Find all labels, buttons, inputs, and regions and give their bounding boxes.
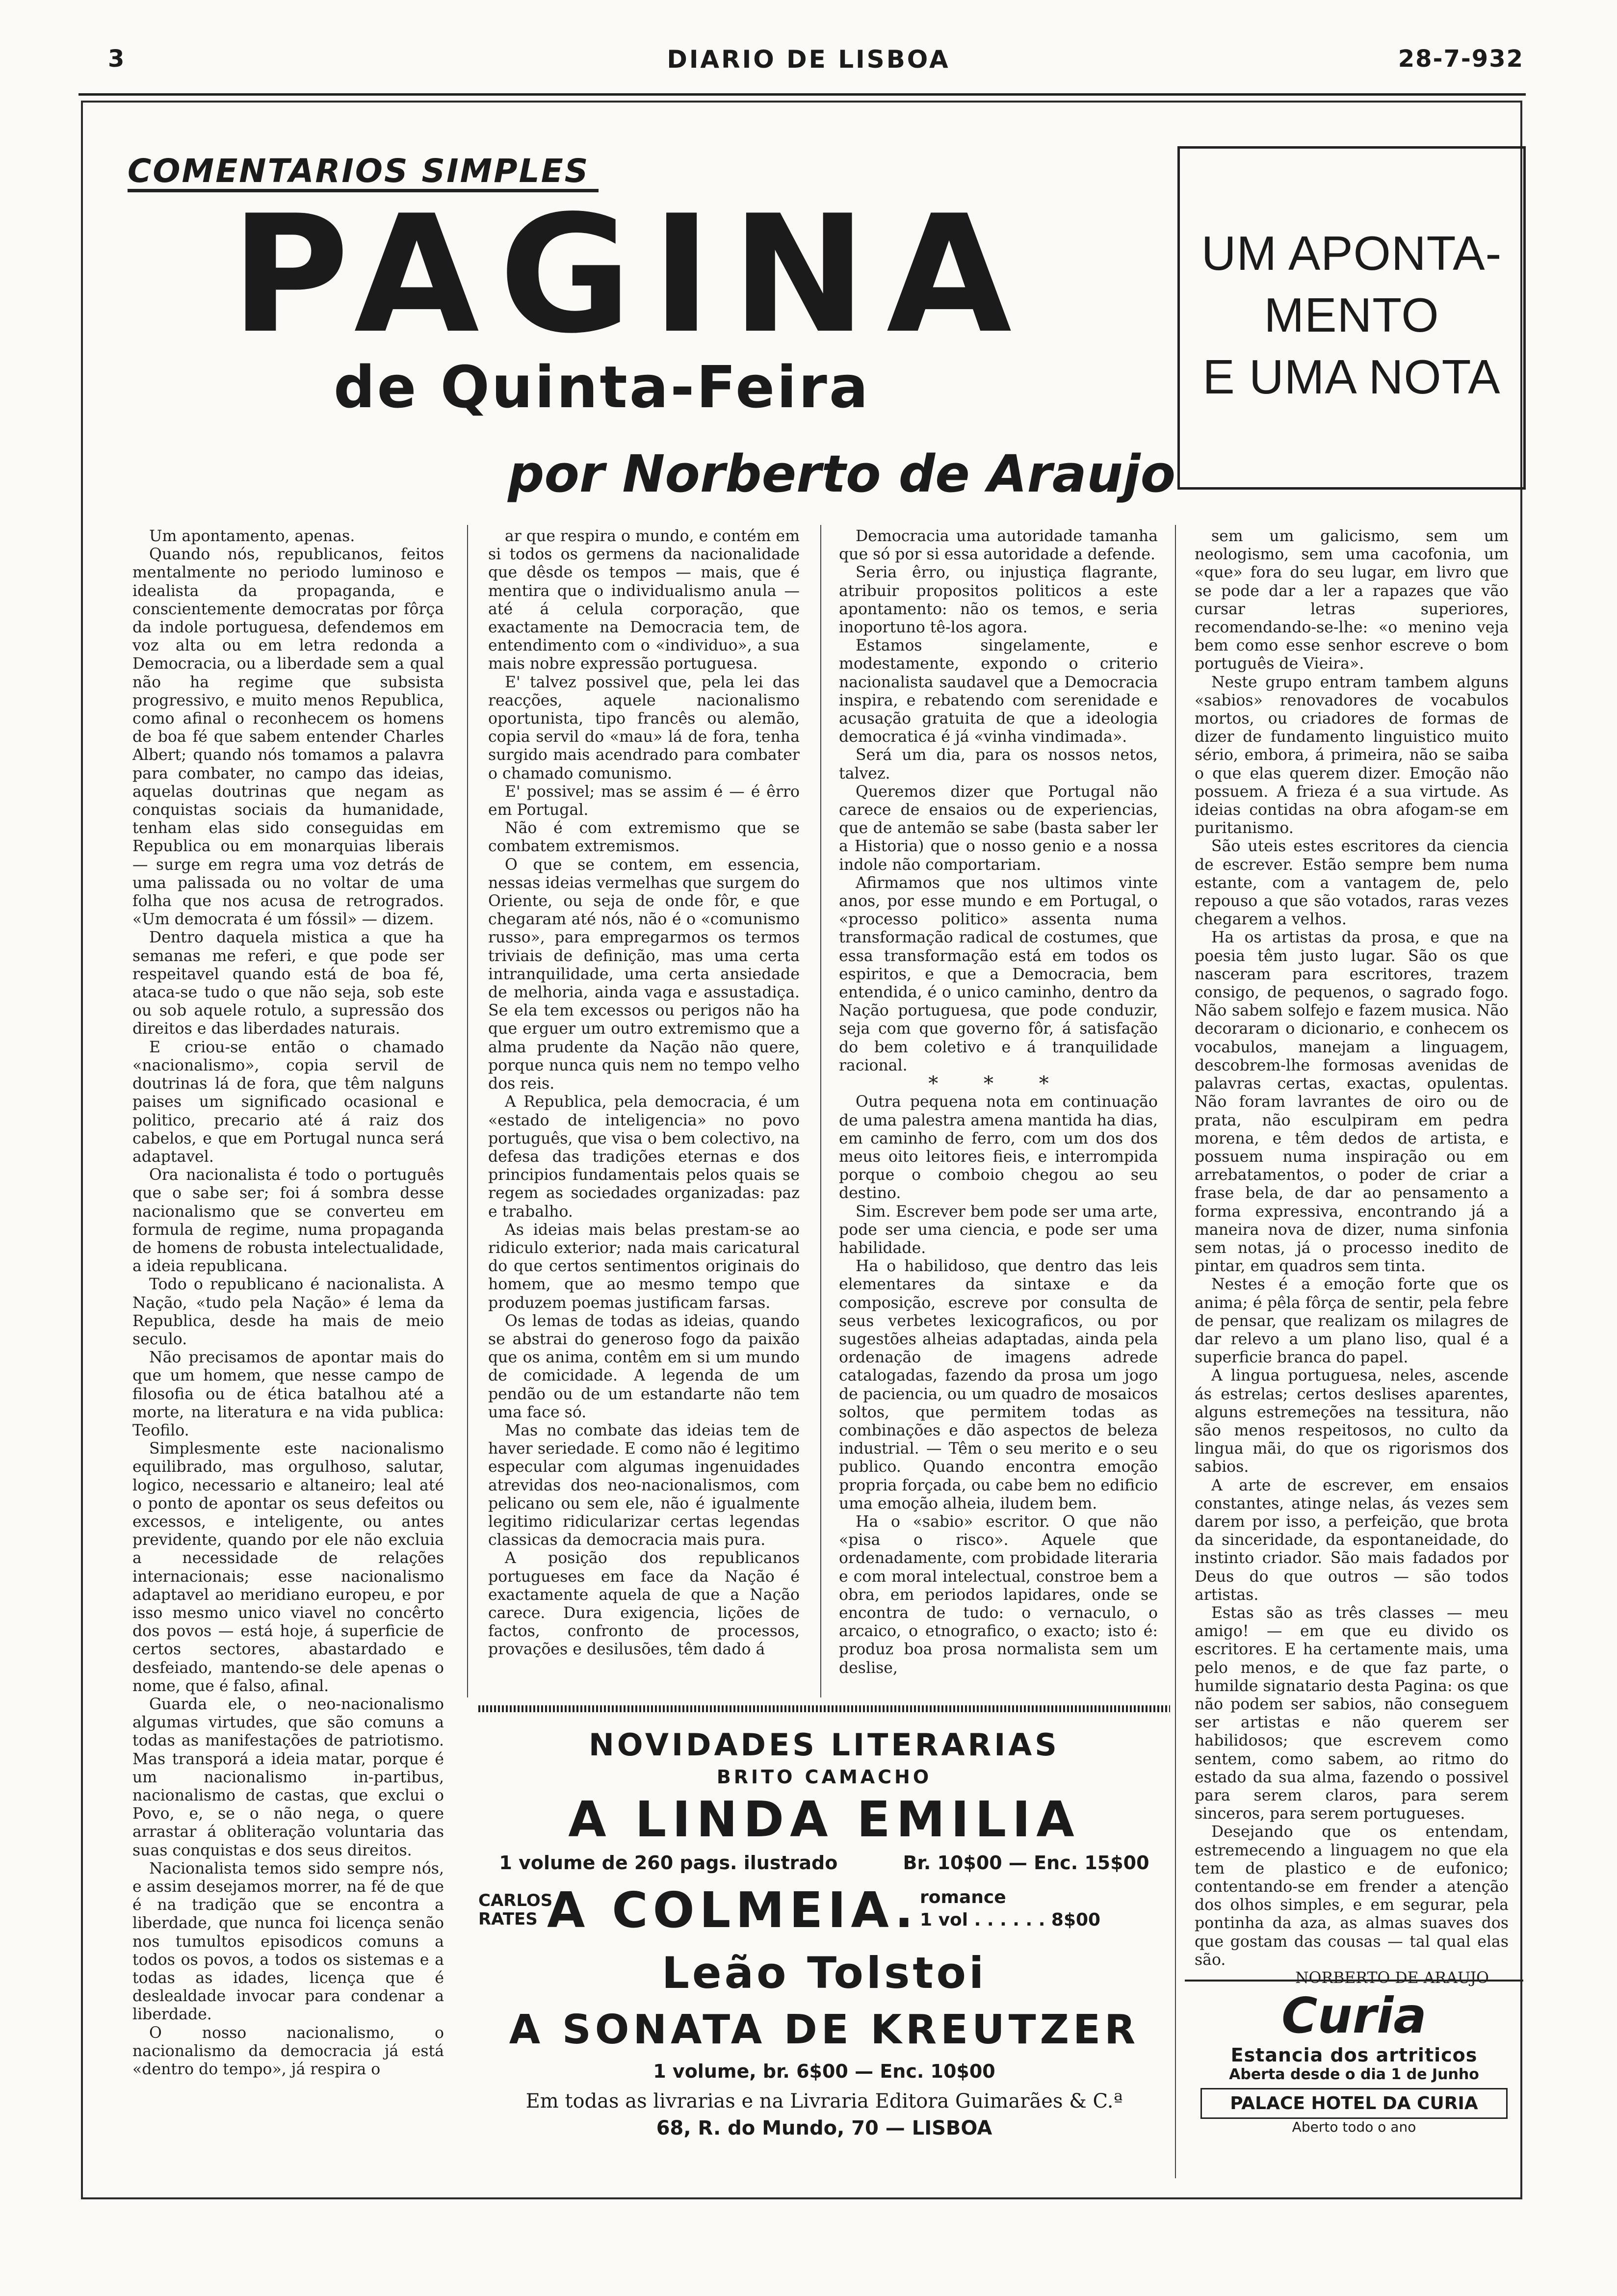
article-paragraph: Seria êrro, ou injustiça flagrante, atribuir propositos politicos a este apontamento: não os temos, e seria inoportuno tê-los agora. xyxy=(839,564,1158,637)
article-paragraph: Será um dia, para os nossos netos, talvez. xyxy=(839,746,1158,783)
article-paragraph: Nacionalista temos sido sempre nós, e assim desejamos morrer, na fé de que é na tradição que se encontra a liberdade, que nunca foi licença senão nos tumultos episodicos comuns a todos os povos, a todos os sistemas e a todas as idades, licença que é deslealdade invocar para condenar a liberdade. xyxy=(132,1859,444,2024)
article-paragraph: Simplesmente este nacionalismo equilibrado, mas orgulhoso, salutar, logico, necessario e altaneiro; leal até o ponto de apontar os seus defeitos ou excessos, e inteligente, ou antes previdente, quando por ele não excluia a necessidade de relações internacionais; esse nacionalismo adaptavel ao meridiano europeu, e por isso mesmo unico viavel no concêrto dos povos — está hoje, á superficie de certos sectores, abastardado e desfeiado, mantendo-se dele apenas o nome, que é falso, afinal. xyxy=(132,1440,444,1695)
curia-ad-rule xyxy=(1185,1980,1523,1982)
article-paragraph: Neste grupo entram tambem alguns «sabios» renovadores de vocabulos mortos, ou criadores de formas de dizer de fundamento linguistico muito sério, embora, á primeira, não se saiba o que elas querem dizer. Emoção não possuem. A frieza é a sua virtude. As ideias contidas na obra afogam-se em puritanismo. xyxy=(1195,673,1509,837)
article-paragraph: NORBERTO DE ARAUJO xyxy=(1295,1969,1489,1987)
curia-advertisement xyxy=(1185,1987,1523,2135)
ad-title-2: A COLMEIA. xyxy=(547,1881,918,1939)
curia-hotel-note: Aberto todo o ano xyxy=(1292,2119,1416,2135)
article-subhead: de Quinta-Feira xyxy=(334,353,870,421)
ad-book-2 xyxy=(478,1881,1170,1939)
column-rule xyxy=(467,525,468,1697)
article-paragraph: Os lemas de todas as ideias, quando se abstrai do generoso fogo da paixão que os anima, contêm em si um mundo de comicidade. A legenda de um pendão ou de um estandarte não tem uma face só. xyxy=(488,1312,800,1421)
article-column-4 xyxy=(1195,527,1509,1987)
curia-opening: Aberta desde o dia 1 de Junho xyxy=(1229,2066,1479,2083)
section-box-line-1: UM APONTA- xyxy=(1201,226,1502,280)
article-paragraph: A posição dos republicanos portugueses em face da Nação é exactamente aquela de que a Nação carece. Dura exigencia, lições de factos, confronto de processos, provações e desilusões, têm dado á xyxy=(488,1549,800,1659)
section-box-line-2: MENTO xyxy=(1264,288,1439,342)
ad-heading: NOVIDADES LITERARIAS xyxy=(589,1727,1060,1763)
books-advertisement xyxy=(478,1717,1170,2144)
article-paragraph: Ha o «sabio» escritor. O que não «pisa o risco». Aquele que ordenadamente, com probidade literaria e com moral intelectual, constroe bem a obra, em periodos lapidares, onde se encontra de tudo: o vernaculo, o arcaico, o etnografico, o exacto; isto é: produz boa prosa normalista sem um deslise, xyxy=(839,1513,1158,1677)
article-byline: por Norberto de Araujo xyxy=(508,444,1176,504)
article-paragraph: A Republica, pela democracia, é um «estado de inteligencia» no povo português, que visa o bem colectivo, na defesa das tradições eternas e dos principios fundamentais pelos quais se regem as sociedades organizadas: paz e trabalho. xyxy=(488,1093,800,1221)
ad-volume-info: 1 volume de 260 pags. ilustrado xyxy=(499,1852,838,1874)
ad-author-2: CARLOS RATES xyxy=(478,1891,553,1929)
article-paragraph: Todo o republicano é nacionalista. A Nação, «tudo pela Nação» é lema da Republica, desde ha mais de meio seculo. xyxy=(132,1276,444,1348)
article-paragraph: Um apontamento, apenas. xyxy=(149,527,355,545)
article-paragraph: Não é com extremismo que se combatem extremismos. xyxy=(488,819,800,856)
ad-price-2: 1 vol . . . . . . 8$00 xyxy=(920,1910,1101,1930)
ad-price-3: 1 volume, br. 6$00 — Enc. 10$00 xyxy=(653,2061,995,2082)
article-paragraph: Desejando que os entendam, estremecendo a linguagem no que ela tem de plastico e de eufonico; contentando-se em frender a atenção dos olhos simples, e em segurar, pela pontinha da aza, as almas suaves dos que gostam das cousas — tal qual elas são. xyxy=(1195,1823,1509,1969)
article-paragraph: Afirmamos que nos ultimos vinte anos, por esse mundo e em Portugal, o «processo politico» assenta numa transformação radical de costumes, que essa transformação está em todos os espiritos, e que a Democracia, bem entendida, é o unico caminho, dentro da Nação portuguesa, que pode conduzir, seja com que governo fôr, á satisfação do bem coletivo e á tranquilidade racional. xyxy=(839,874,1158,1074)
article-paragraph: E' talvez possivel que, pela lei das reacções, aquele nacionalismo oportunista, tipo francês ou alemão, copia servil do «mau» lá de fora, tenha surgido mais acendrado para combater o chamado comunismo. xyxy=(488,673,800,783)
article-paragraph: Mas no combate das ideias tem de haver seriedade. E como não é legitimo especular com algumas ingenuidades atrevidas dos neo-nacionalismos, com pelicano ou sem ele, não é igualmente legitimo ridicularizar certas legendas classicas da democracia mais pura. xyxy=(488,1421,800,1549)
article-column-1 xyxy=(132,527,444,2079)
curia-title: Curia xyxy=(1281,1987,1427,2044)
header-rule xyxy=(78,93,1526,96)
section-box xyxy=(1177,146,1526,490)
column-rule xyxy=(820,525,821,1697)
article-paragraph: A lingua portuguesa, neles, ascende ás estrelas; certos deslises aparentes, alguns estremeções na tessitura, não são menos respeitosos, no culto da lingua mãi, do que os rigorismos dos sabios. xyxy=(1195,1367,1509,1476)
curia-subtitle: Estancia dos artriticos xyxy=(1230,2044,1478,2066)
newspaper-title: DIARIO DE LISBOA xyxy=(667,45,950,74)
article-paragraph: Estamos singelamente, e modestamente, expondo o criterio nacionalista saudavel que a Democracia inspira, e rebatendo com serenidade e acusação gratuita de que a ideologia democratica é já «vinha vindimada». xyxy=(839,637,1158,746)
article-headline: PAGINA xyxy=(231,181,1032,369)
article-kicker: COMENTARIOS SIMPLES xyxy=(128,152,590,190)
article-paragraph: Guarda ele, o neo-nacionalismo algumas virtudes, que são comuns a todas as manifestações de patriotismo. Mas transporá a ideia matar, porque é um nacionalismo in-partibus, nacionalismo de castas, que exclui o Povo, e, se o não nega, o quere arrastar á obliteração voluntaria das suas conquistas e dos seus direitos. xyxy=(132,1696,444,1859)
section-box-text xyxy=(1190,222,1513,408)
ad-details-1 xyxy=(478,1852,1170,1874)
article-paragraph: Sim. Escrever bem pode ser uma arte, pode ser uma ciencia, e pode ser uma habilidade. xyxy=(839,1202,1158,1257)
article-paragraph: E criou-se então o chamado «nacionalismo», copia servil de doutrinas lá de fora, que têm nalguns paises um significado ocasional e politico, precario até á raiz dos cabelos, e que em Portugal nunca será adaptavel. xyxy=(132,1038,444,1166)
article-paragraph: Democracia uma autoridade tamanha que só por si essa autoridade a defende. xyxy=(839,527,1158,564)
section-box-line-3: E UMA NOTA xyxy=(1202,350,1501,404)
article-paragraph: As ideias mais belas prestam-se ao ridiculo exterior; nada mais caricatural do que certos sentimentos originais do homem, que ao mesmo tempo que produzem poemas justificam farsas. xyxy=(488,1221,800,1312)
ad-title-1: A LINDA EMILIA xyxy=(568,1791,1080,1848)
article-paragraph: E' possivel; mas se assim é — é êrro em Portugal. xyxy=(488,783,800,819)
curia-hotel: PALACE HOTEL DA CURIA xyxy=(1200,2088,1508,2119)
article-paragraph: ar que respira o mundo, e contém em si todos os germens da nacionalidade que dêsde os tempos — mais, que é mentira que o individualismo anula — até á celula corporação, que exactamente na Democracia tem, de entendimento com o «individuo», a sua mais nobre expressão portuguesa. xyxy=(488,527,800,673)
article-paragraph: Queremos dizer que Portugal não carece de ensaios ou de experiencias, que de antemão se sabe (basta saber ler a Historia) que o nosso genio e a nossa indole não comportariam. xyxy=(839,783,1158,874)
article-paragraph: A arte de escrever, em ensaios constantes, atinge nelas, ás vezes sem darem por isso, a perfeição, que brota da sinceridade, da espontaneidade, do instinto criador. São mais fadados por Deus do que outros — são todos artistas. xyxy=(1195,1476,1509,1604)
issue-date: 28-7-932 xyxy=(1398,45,1524,73)
article-paragraph: Dentro daquela mistica a que ha semanas me referi, e que pode ser respeitavel quando está de boa fé, ataca-se tudo o que não seja, sob este ou sob aquele rotulo, a supressão dos direitos e das liberdades naturais. xyxy=(132,929,444,1038)
ad-genre-2: romance xyxy=(920,1887,1006,1907)
article-column-2 xyxy=(488,527,800,1659)
article-column-3 xyxy=(839,527,1158,1677)
ad-address: 68, R. do Mundo, 70 — LISBOA xyxy=(656,2117,992,2139)
ad-price-1: Br. 10$00 — Enc. 15$00 xyxy=(903,1852,1149,1874)
ad-author-3: Leão Tolstoi xyxy=(661,1948,987,1998)
article-paragraph: O nosso nacionalismo, o nacionalismo da democracia já está «dentro do tempo», já respira o xyxy=(132,2024,444,2079)
article-paragraph: Ha os artistas da prosa, e que na poesia têm justo lugar. São os que nasceram para escritores, trazem consigo, de pequenos, o sagrado fogo. Não sabem solfejo e fazem musica. Não decoraram o dicionario, e conhecem os vocabulos, manejam a linguagem, descobrem-lhe formosas avenidas de palavras certas, exactas, opulentas. Não foram lavrantes de oiro ou de prata, não esculpiram em pedra morena, e têm dedos de artista, e possuem numa inspiração ou em arrebatamentos, o poder de criar a frase bela, de dar ao pensamento a forma expressiva, encontrando já a maneira nova de dizer, numa sinfonia sem notas, já o processo inedito de pintar, em quadros sem tinta. xyxy=(1195,929,1509,1276)
ad-author-1: BRITO CAMACHO xyxy=(716,1766,932,1788)
ad-dotted-rule xyxy=(478,1705,1170,1712)
ad-retailers: Em todas as livrarias e na Livraria Editora Guimarães & C.ª xyxy=(525,2090,1123,2113)
article-paragraph: Outra pequena nota em continuação de uma palestra amena mantida ha dias, em caminho de ferro, com um dos dos meus oito leitores fieis, e interrompida porque o comboio chegou ao seu destino. xyxy=(839,1093,1158,1202)
article-paragraph: Estas são as três classes — meu amigo! — em que eu divido os escritores. E ha certamente mais, uma pelo menos, e de que faz parte, o humilde signatario desta Pagina: os que não podem ser sabios, não conseguem ser artistas e não querem ser habilidosos; que escrevem como sentem, como sabem, ao ritmo do estado da sua alma, fazendo o possivel para serem claros, para serem sinceros, para serem portugueses. xyxy=(1195,1604,1509,1823)
article-paragraph: sem um galicismo, sem um neologismo, sem uma cacofonia, um «que» fora do seu lugar, em livro que se pode dar a ler a rapazes que vão cursar letras superiores, recomendando-se-lhe: «o menino veja bem como esse senhor escreve o bom português de Vieira». xyxy=(1195,527,1509,673)
article-paragraph: O que se contem, em essencia, nessas ideias vermelhas que surgem do Oriente, ou seja de onde fôr, e que chegaram até nós, não é o «comunismo russo», para empregarmos os termos triviais de definição, mas uma certa intranquilidade, uma certa ansiedade de melhoria, ainda vaga e assustadiça. Se ela tem excessos ou perigos não ha que erguer um outro extremismo que a alma prudente da Nação não quere, porque nunca quis nem no tempo velho dos reis. xyxy=(488,856,800,1093)
ad-title-3: A SONATA DE KREUTZER xyxy=(509,2007,1140,2053)
article-paragraph: Ora nacionalista é todo o português que o sabe ser; foi á sombra desse nacionalismo que se converteu em formula de regime, numa propaganda de homens de robusta intelectualidade, a ideia republicana. xyxy=(132,1166,444,1276)
page-number: 3 xyxy=(108,45,125,73)
column-rule xyxy=(1175,525,1176,2178)
article-paragraph: Não precisamos de apontar mais do que um homem, que nesse campo de filosofia ou de ética batalhou até a morte, na literatura e na vida publica: Teofilo. xyxy=(132,1349,444,1439)
article-paragraph: Ha o habilidoso, que dentro das leis elementares da sintaxe e da composição, escreve por consulta de seus verbetes lexicograficos, ou por sugestões alheias adaptadas, ainda pela ordenação de imagens adrede catalogadas, fazendo da prosa um jogo de paciencia, ou um quadro de mosaicos soltos, que permitem todas as combinações e dão aspectos de beleza industrial. — Têm o seu merito e o seu publico. Quando encontra emoção propria forçada, ou cabe bem no edificio uma emoção alheia, iludem bem. xyxy=(839,1257,1158,1513)
article-paragraph: Quando nós, republicanos, feitos mentalmente no periodo luminoso e idealista da propaganda, e conscientemente democratas por fôrça da indole portuguesa, defendemos em voz alta ou em letra redonda a Democracia, ou a liberdade sem a qual não ha regime que subsista progressivo, e muito menos Republica, como afinal o reconhecem os homens de boa fé que sabem entender Charles Albert; quando nós tomamos a palavra para combater, no campo das ideias, aquelas doutrinas que negam as conquistas sociais da humanidade, tenham elas sido conseguidas em Republica ou em monarquias liberais — surge em regra uma voz detrás de uma palissada ou no voltar de uma folha que nos acusa de retrogrados. «Um democrata é um fóssil» — dizem. xyxy=(132,546,444,929)
article-paragraph: Nestes é a emoção forte que os anima; é pêla fôrça de sentir, pela febre de pensar, que realizam os milagres de dar relevo a um plano liso, qual é a superficie branca do papel. xyxy=(1195,1276,1509,1367)
article-paragraph: * * * xyxy=(928,1072,1069,1096)
article-paragraph: São uteis estes escritores da ciencia de escrever. Estão sempre bem numa estante, com a vantagem de, pelo repouso a que são votados, raras vezes chegarem a velhos. xyxy=(1195,837,1509,929)
